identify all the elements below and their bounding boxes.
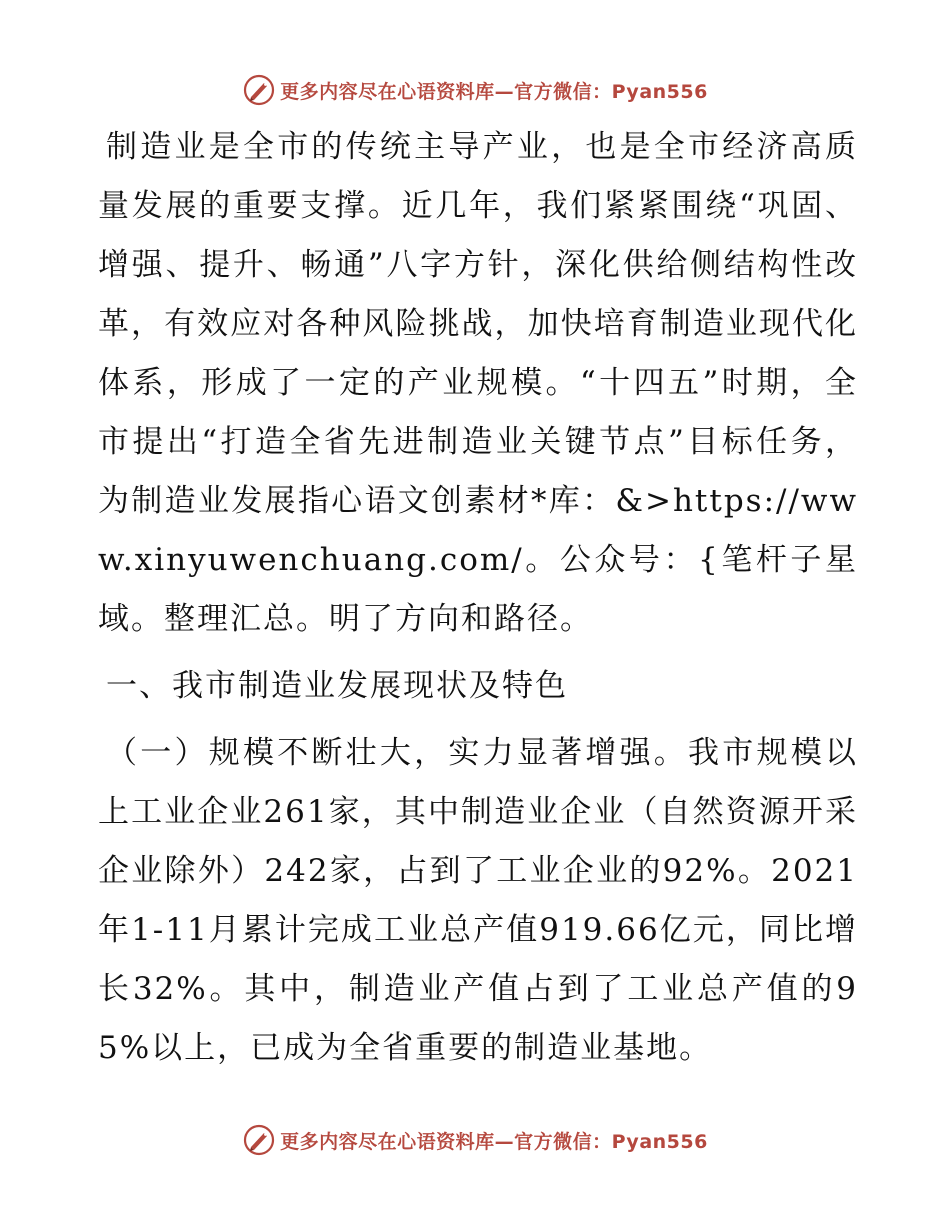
section-heading: 一、我市制造业发展现状及特色 <box>106 668 568 704</box>
pen-logo-icon <box>242 1123 276 1157</box>
section-paragraph: （一）规模不断壮大，实力显著增强。我市规模以上工业企业261家，其中制造业企业（自然资源开采企业除外）242家，占到了工业企业的92%。2021年1-11月累计完成工业总产值919.66亿元，同比增长32%。其中，制造业产值占到了工业总产值的95%以上，已成为全省重要的制造业基地。 <box>98 735 858 1066</box>
footer-watermark-banner <box>0 1120 950 1160</box>
intro-paragraph: 制造业是全市的传统主导产业，也是全市经济高质量发展的重要支撑。近几年，我们紧紧围绕“巩固、增强、提升、畅通”八字方针，深化供给侧结构性改革，有效应对各种风险挑战，加快培育制造业现代化体系，形成了一定的产业规模。“十四五”时期，全市提出“打造全省先进制造业关键节点”目标任务，为制造业发展指心语文创素材*库：&>https://www.xinyuwenchuang.com/。公众号：{笔杆子星域。整理汇总。明了方向和路径。 <box>98 129 858 637</box>
watermark-text: 更多内容尽在心语资料库—官方微信：Pyan556 <box>280 1130 708 1153</box>
watermark-text: 更多内容尽在心语资料库—官方微信：Pyan556 <box>280 80 708 103</box>
header-watermark-banner <box>0 70 950 110</box>
pen-logo-icon <box>242 73 276 107</box>
document-body <box>98 118 858 1078</box>
